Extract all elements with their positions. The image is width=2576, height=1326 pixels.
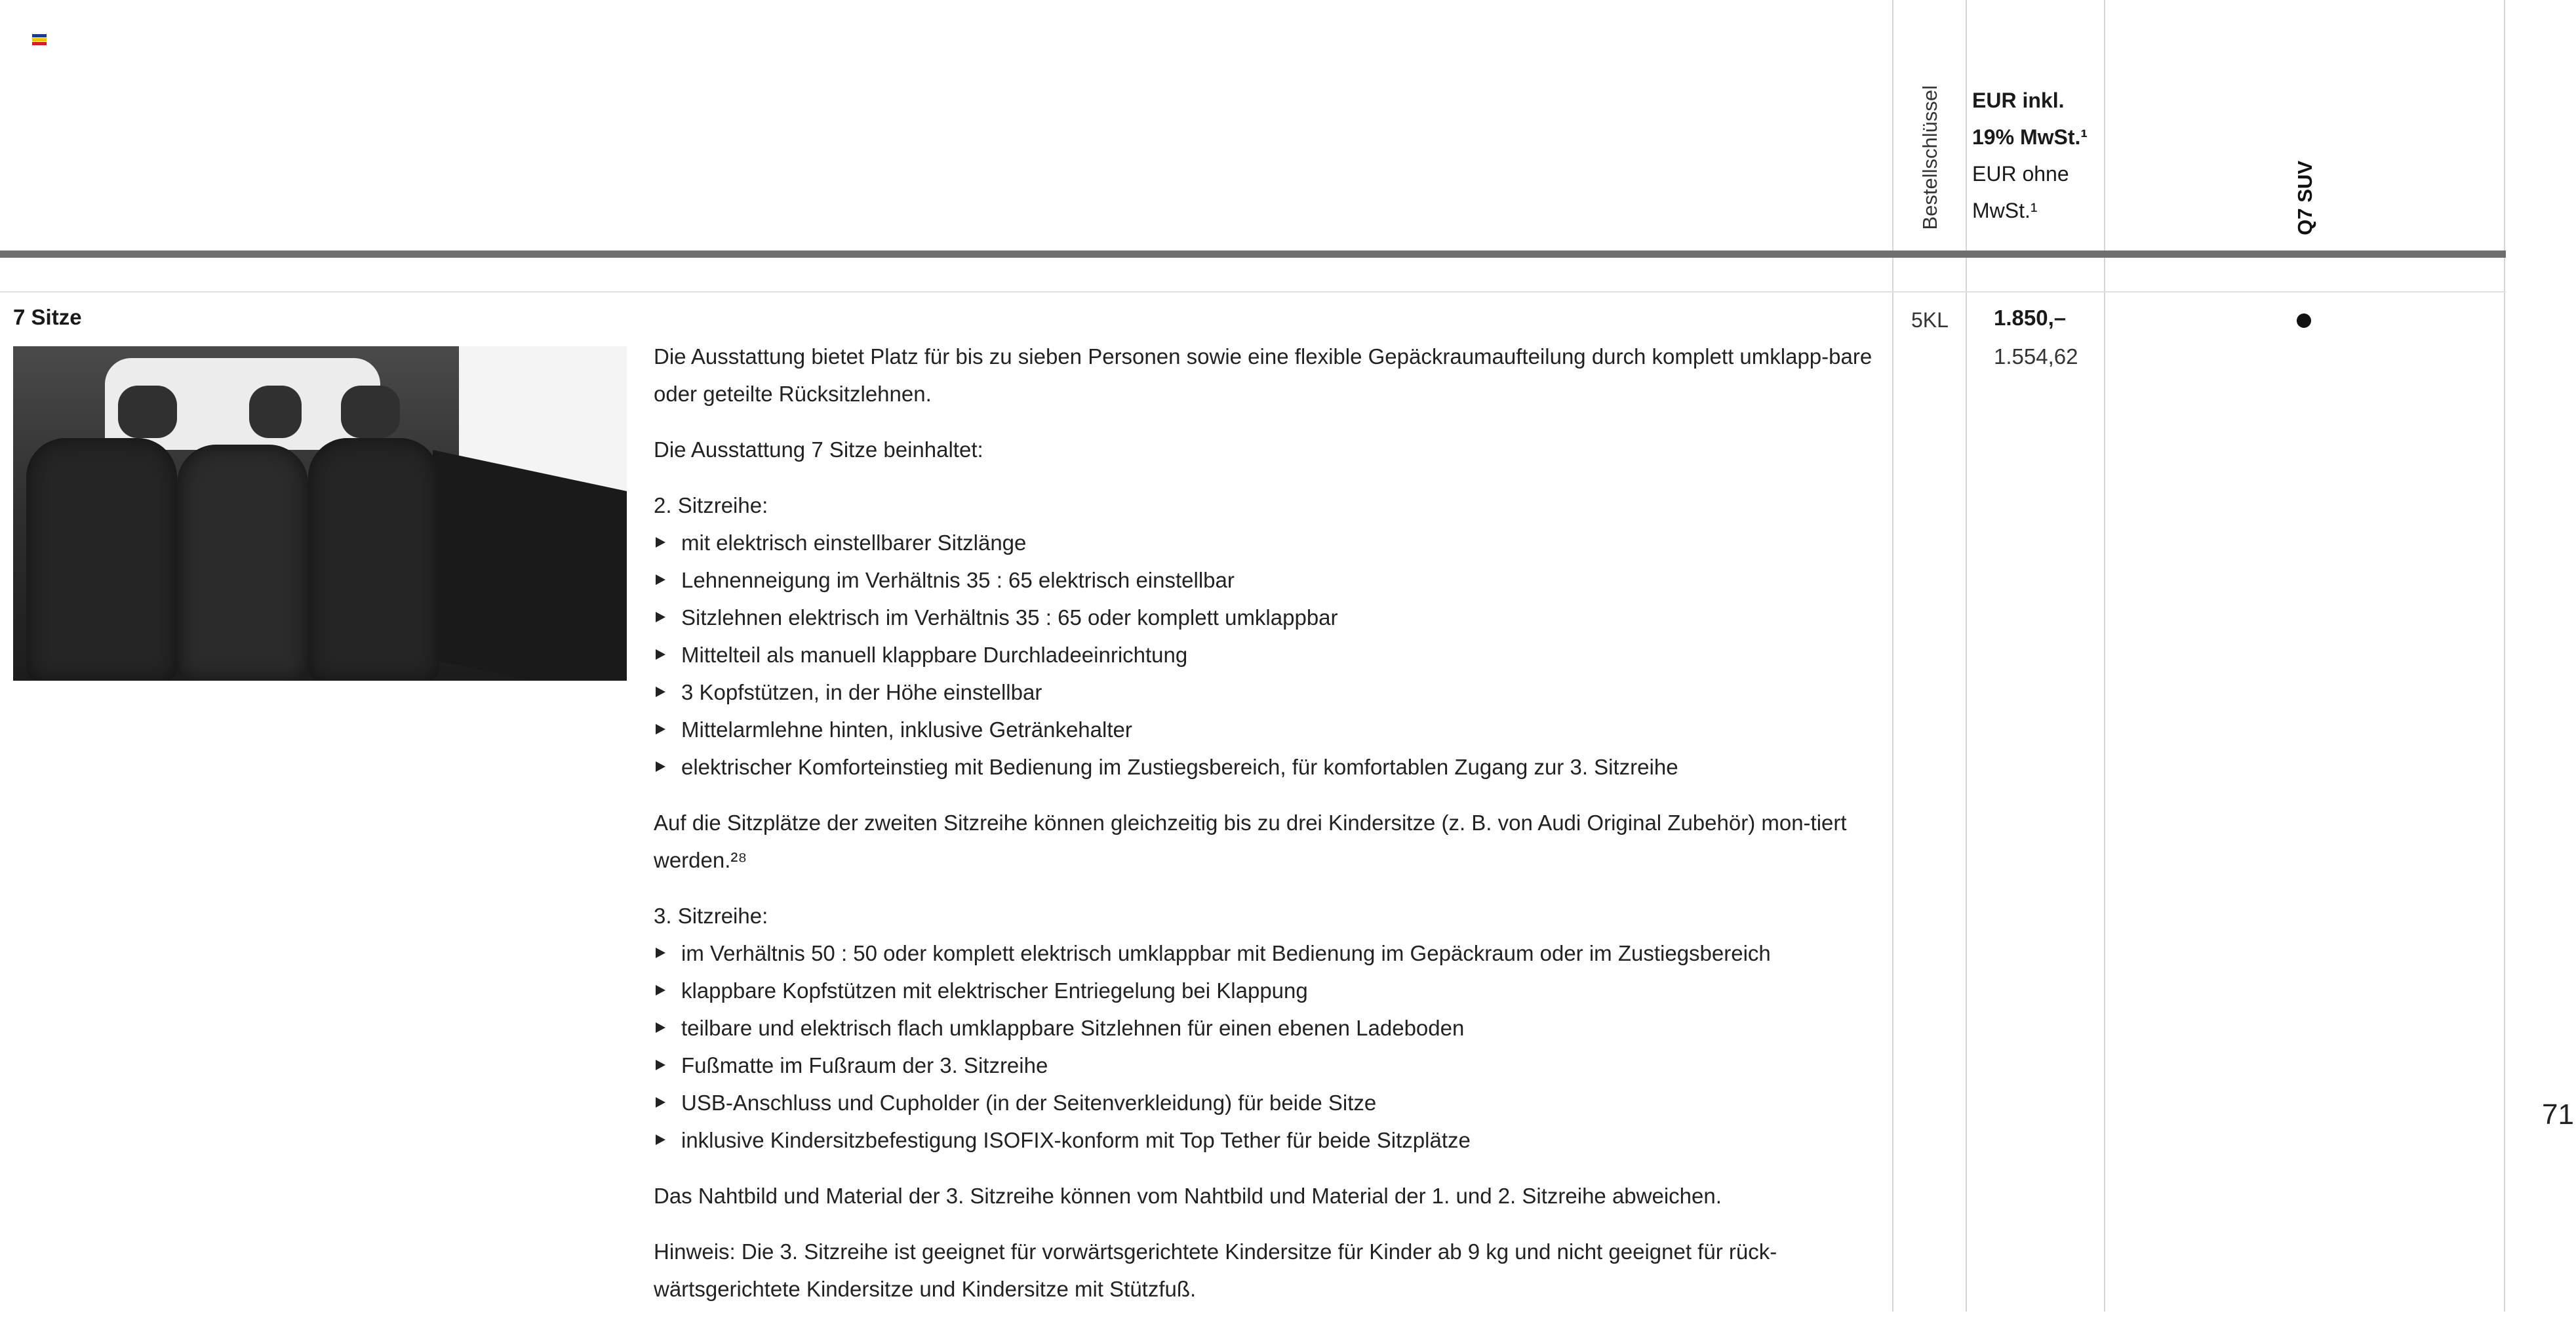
- header-price-incl-1: EUR inkl.: [1972, 89, 2065, 112]
- order-key: 5KL: [1911, 308, 1949, 332]
- standard-equipment-dot-icon: [2297, 313, 2311, 328]
- list-item: teilbare und elektrisch flach umklappbare Sitzlehnen für einen ebenen Ladeboden: [654, 1009, 1880, 1047]
- list-item: im Verhältnis 50 : 50 oder komplett elektrisch umklappbar mit Bedienung im Gepäckraum oder im Zustiegsbereich: [654, 934, 1880, 972]
- list-item: klappbare Kopfstützen mit elektrischer Entriegelung bei Klappung: [654, 972, 1880, 1009]
- column-divider: [1892, 0, 1893, 1312]
- list-item: Fußmatte im Fußraum der 3. Sitzreihe: [654, 1047, 1880, 1084]
- column-divider: [2104, 0, 2105, 1312]
- seats-photo: [13, 346, 627, 681]
- list-item: Mittelarmlehne hinten, inklusive Getränkehalter: [654, 711, 1880, 748]
- header-model: Q7 SUV: [2293, 161, 2316, 235]
- header-order-key: Bestellschlüssel: [1918, 85, 1941, 230]
- header-price-excl-2: MwSt.¹: [1972, 199, 2038, 222]
- item-description: [654, 338, 1880, 1326]
- header-rule: [0, 251, 2506, 258]
- list-item: 3 Kopfstützen, in der Höhe einstellbar: [654, 673, 1880, 711]
- column-divider: [2504, 0, 2505, 1312]
- list-item: elektrischer Komforteinstieg mit Bedienung im Zustiegsbereich, für komfortablen Zugang zur 3. Sitzreihe: [654, 748, 1880, 786]
- stitching-note: Das Nahtbild und Material der 3. Sitzreihe können vom Nahtbild und Material der 1. und 2. Sitzreihe abweichen.: [654, 1184, 1722, 1208]
- header-price: [1972, 82, 2103, 229]
- row2-heading: 2. Sitzreihe:: [654, 493, 768, 517]
- row3-heading: 3. Sitzreihe:: [654, 904, 768, 928]
- list-item: Sitzlehnen elektrisch im Verhältnis 35 : 65 oder komplett umklappbar: [654, 599, 1880, 636]
- intro-paragraph: Die Ausstattung 7 Sitze beinhaltet:: [654, 437, 983, 462]
- item-title: 7 Sitze: [13, 305, 82, 329]
- header-price-incl-2: 19% MwSt.¹: [1972, 125, 2088, 149]
- row2-list: [654, 524, 1880, 786]
- list-item: inklusive Kindersitzbefestigung ISOFIX-konform mit Top Tether für beide Sitzplätze: [654, 1121, 1880, 1159]
- list-item: Mittelteil als manuell klappbare Durchladeeinrichtung: [654, 636, 1880, 673]
- page-number: 71: [2542, 1098, 2574, 1131]
- list-item: USB-Anschluss und Cupholder (in der Seitenverkleidung) für beide Sitze: [654, 1084, 1880, 1121]
- header-price-excl-1: EUR ohne: [1972, 162, 2069, 186]
- price-excl-vat: 1.554,62: [1994, 344, 2078, 369]
- row-rule: [0, 291, 2506, 292]
- price-incl-vat: 1.850,–: [1994, 306, 2067, 330]
- hint-note: Hinweis: Die 3. Sitzreihe ist geeignet für vorwärtsgerichtete Kindersitze für Kinder ab 9 kg und nicht geeignet für rück-wärtsgerichtete Kindersitze und Kindersitze mit Stützfuß.: [654, 1239, 1777, 1301]
- kids-note: Auf die Sitzplätze der zweiten Sitzreihe können gleichzeitig bis zu drei Kindersitze (z. B. von Audi Original Zubehör) mon-tiert werden.²⁸: [654, 811, 1847, 872]
- intro-paragraph: Die Ausstattung bietet Platz für bis zu sieben Personen sowie eine flexible Gepäckraumaufteilung durch komplett umklapp-bare oder geteilte Rücksitzlehnen.: [654, 344, 1873, 406]
- column-divider: [1966, 0, 1967, 1312]
- list-item: Lehnenneigung im Verhältnis 35 : 65 elektrisch einstellbar: [654, 561, 1880, 599]
- flag-icon: [32, 34, 47, 45]
- row3-list: [654, 934, 1880, 1159]
- list-item: mit elektrisch einstellbarer Sitzlänge: [654, 524, 1880, 561]
